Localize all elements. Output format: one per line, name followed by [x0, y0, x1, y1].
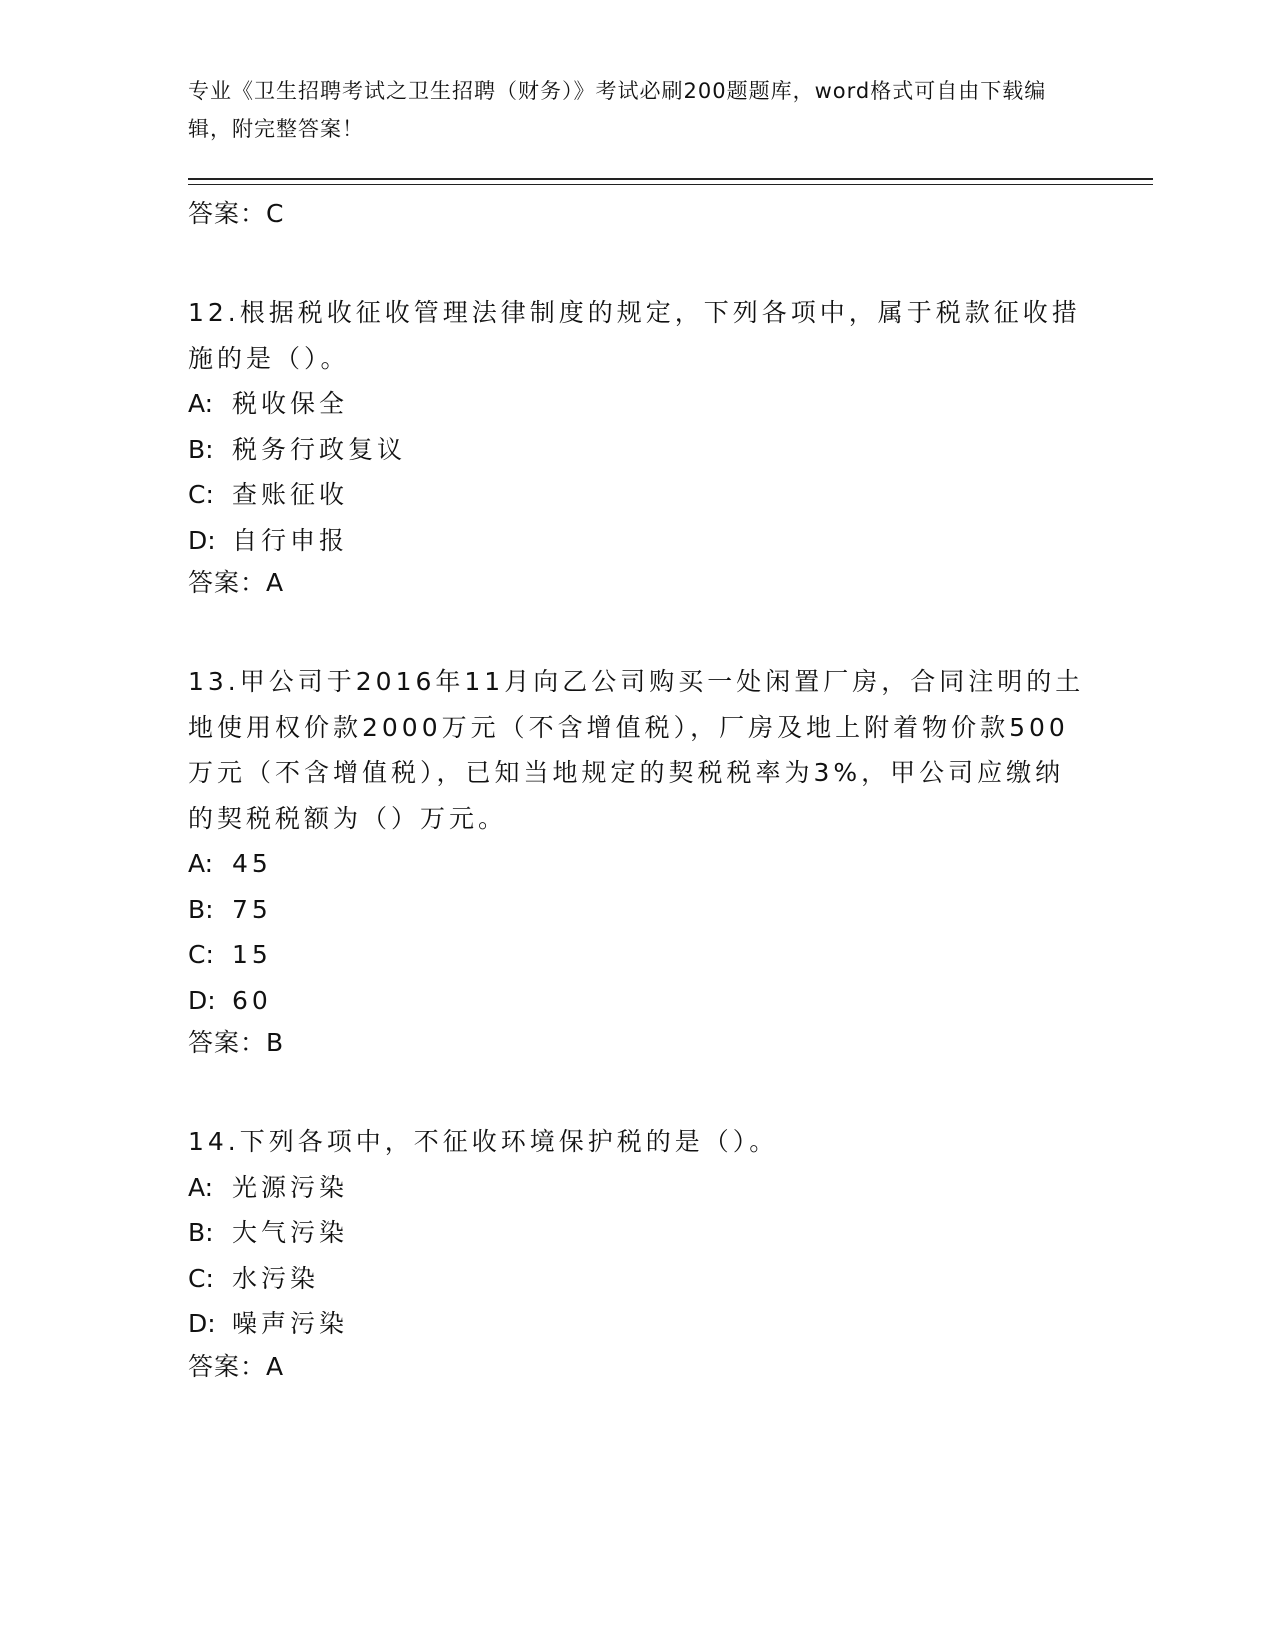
question-stem: 12.根据税收征收管理法律制度的规定，下列各项中，属于税款征收措施的是（）。	[188, 298, 1081, 373]
option-text: 大气污染	[232, 1218, 349, 1247]
option-text: 光源污染	[232, 1172, 349, 1202]
option-a	[188, 381, 1088, 427]
question-stem: 13.甲公司于2016年11月向乙公司购买一处闲置厂房，合同注明的土地使用权价款2000万元（不含增值税），厂房及地上附着物价款500万元（不含增值税），已知当地规定的契税税率为3%，甲公司应缴纳的契税税额为（）万元。	[188, 667, 1085, 833]
option-letter: D:	[188, 525, 216, 555]
question-13	[188, 659, 1088, 1063]
option-letter: A:	[188, 1172, 214, 1202]
option-text: 查账征收	[232, 480, 349, 509]
option-letter: B:	[188, 434, 214, 464]
option-text: 税收保全	[232, 389, 349, 418]
answer-line: 答案：A	[188, 568, 285, 597]
option-text: 60	[232, 985, 272, 1015]
option-b	[188, 427, 1088, 473]
option-c	[188, 472, 1088, 518]
option-letter: C:	[188, 480, 214, 509]
option-d	[188, 978, 1088, 1024]
header-rule-thin	[188, 184, 1153, 185]
option-text: 自行申报	[232, 525, 349, 555]
option-c	[188, 932, 1088, 978]
answer-line: 答案：C	[188, 199, 285, 228]
option-a	[188, 1165, 1088, 1211]
option-letter: D:	[188, 1309, 216, 1338]
option-text: 水污染	[232, 1263, 320, 1293]
option-d	[188, 518, 1088, 564]
option-text: 75	[232, 894, 272, 924]
option-c	[188, 1256, 1088, 1302]
option-b	[188, 887, 1088, 933]
option-letter: C:	[188, 940, 214, 969]
option-letter: B:	[188, 1218, 214, 1247]
option-letter: A:	[188, 389, 214, 418]
option-text: 15	[232, 940, 272, 969]
question-14	[188, 1119, 1088, 1387]
option-letter: D:	[188, 985, 216, 1015]
question-12	[188, 290, 1088, 603]
header-rule	[188, 178, 1153, 180]
answer-line: 答案：B	[188, 1028, 285, 1057]
page-header: 专业《卫生招聘考试之卫生招聘（财务）》考试必刷200题题库，word格式可自由下载编辑，附完整答案！	[188, 79, 1047, 141]
option-b	[188, 1210, 1088, 1256]
question-content	[188, 190, 1088, 1387]
option-text: 45	[232, 849, 272, 878]
option-a	[188, 841, 1088, 887]
option-letter: B:	[188, 894, 214, 924]
option-d	[188, 1301, 1088, 1347]
answer-line: 答案：A	[188, 1351, 285, 1381]
option-text: 税务行政复议	[232, 434, 407, 464]
option-letter: C:	[188, 1263, 214, 1293]
option-text: 噪声污染	[232, 1309, 349, 1338]
option-letter: A:	[188, 849, 214, 878]
question-stem: 14.下列各项中，不征收环境保护税的是（）。	[188, 1127, 779, 1156]
